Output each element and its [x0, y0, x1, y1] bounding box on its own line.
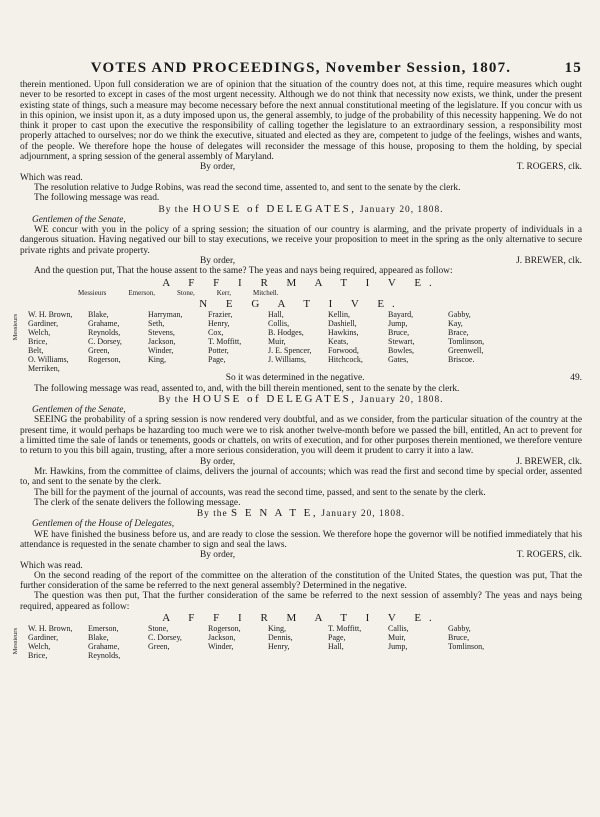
messieurs-label: Messieurs: [12, 314, 19, 341]
vote-name: J. E. Spencer,: [268, 346, 312, 356]
vote-result: [20, 373, 582, 383]
vote-column: [268, 310, 328, 373]
byline-house: HOUSE of DELEGATES,: [192, 202, 357, 215]
paragraph: The clerk of the senate delivers the following message.: [34, 497, 241, 508]
determination-text: So it was determined in the negative.: [225, 373, 365, 384]
vote-name: Jump,: [388, 319, 408, 329]
vote-name: Muir,: [268, 337, 286, 347]
vote-name: Briscoe.: [448, 355, 475, 365]
vote-name: W. H. Brown,: [28, 624, 73, 634]
by-order-label: By order,: [200, 550, 236, 561]
vote-name: Hawkins,: [328, 328, 359, 338]
vote-name: Tomlinson,: [448, 337, 485, 347]
vote-name: Bruce,: [448, 633, 470, 643]
vote-name: Stevens,: [148, 328, 175, 338]
vote-name: Gabby,: [448, 624, 471, 634]
vote-name: T. Moffitt,: [208, 337, 242, 347]
clerk-name: J. BREWER, clk.: [516, 456, 582, 467]
vote-column: [448, 310, 508, 373]
vote-name: Messieurs: [78, 288, 107, 297]
vote-name: Green,: [148, 642, 170, 652]
vote-name: Potter,: [208, 346, 229, 356]
byline-date: January 20, 1808.: [359, 394, 444, 405]
vote-column: [88, 624, 148, 660]
vote-name: Keats,: [328, 337, 349, 347]
vote-name: Blake,: [88, 310, 109, 320]
vote-name: Seth,: [148, 319, 165, 329]
affirmative-heading: A F F I R M A T I V E.: [162, 612, 440, 625]
header-title: VOTES AND PROCEEDINGS, November Session, 1807.: [90, 60, 512, 76]
vote-name: Green,: [88, 346, 110, 356]
vote-name: Rogerson,: [88, 355, 121, 365]
vote-name: Emerson,: [88, 624, 119, 634]
by-order-label: By order,: [200, 456, 236, 467]
paragraph: And the question put, That the house assent to the same? The yeas and nays being required, appeared as follow:: [34, 266, 453, 277]
vote-name: Gardiner,: [28, 633, 59, 643]
vote-name: Gabby,: [448, 310, 471, 320]
paragraph: The resolution relative to Judge Robins, was read the second time, assented to, and sent to the senate by the clerk.: [34, 182, 461, 193]
paragraph: WE have finished the business before us, and are ready to close the session. We therefore hope the governor will be notified immediately that his attendance is requested in the senate chamber to sign and seal the laws.: [20, 529, 582, 550]
vote-name: Bowles,: [388, 346, 414, 356]
vote-name: Kay,: [448, 319, 463, 329]
vote-name: Dashiell,: [328, 319, 357, 329]
vote-name: King,: [148, 355, 166, 365]
vote-name: Tomlinson,: [448, 642, 485, 652]
byline-house: S E N A T E,: [231, 507, 319, 520]
by-order-signature: [20, 256, 582, 266]
negative-vote-grid: [12, 310, 582, 374]
vote-name: Brace,: [448, 328, 469, 338]
vote-name: Jackson,: [148, 337, 176, 347]
affirmative-heading: A F F I R M A T I V E.: [162, 276, 440, 289]
vote-name: B. Hodges,: [268, 328, 304, 338]
vote-name: W. H. Brown,: [28, 310, 73, 320]
negative-heading: N E G A T I V E.: [199, 297, 403, 310]
vote-name: Page,: [208, 355, 226, 365]
paragraph: Which was read.: [20, 172, 83, 183]
byline-date: January 20, 1808.: [359, 204, 444, 215]
vote-column: [388, 310, 448, 373]
clerk-name: J. BREWER, clk.: [516, 256, 582, 267]
paragraph: WE concur with you in the policy of a spring session; the situation of our country is alarming, and the private property of individuals in a dangerous situation. Having negatived our bill to stay executions, we receive your proposition to meet in the spring as the only alternative to secure private rights and private property.: [20, 225, 582, 256]
vote-name: Winder,: [148, 346, 174, 356]
vote-name: Winder,: [208, 642, 234, 652]
vote-name: Grahame,: [88, 319, 120, 329]
clerk-name: T. ROGERS, clk.: [516, 162, 582, 173]
byline-prefix: By the: [196, 509, 228, 520]
vote-name: Reynolds,: [88, 328, 121, 338]
vote-name: Dennis,: [268, 633, 293, 643]
paragraph: Which was read.: [20, 560, 83, 571]
by-order-signature: [20, 162, 582, 172]
page-body: [12, 80, 582, 661]
vote-name: Harryman,: [148, 310, 183, 320]
paragraph: The bill for the payment of the journal of accounts, was read the second time, passed, and sent to the senate by the clerk.: [34, 487, 486, 498]
vote-name: Welch,: [28, 642, 51, 652]
affirmative-names: [20, 289, 582, 298]
vote-name: C. Dorsey,: [88, 337, 122, 347]
paragraph: therein mentioned. Upon full consideration we are of opinion that the situation of the country does not, at this time, require measures which ought never to be resorted to except in cases of the most urgent necessity. Although we do not think that necessity now exists, we think, under the present existing state of things, such a measure may become necessary before the next annual constitutional meeting of the legislature. If you concur with us in this opinion, we insist upon it, as a duty imposed upon us, the general assembly, to judge of the probability of this necessity happening. We do not think it proper to cast upon the executive the responsibility of calling together the legislature to an extraordinary session, a responsibility most properly attached to ourselves; nor do we think the executive, situated and elected as they are, competent to judge of the feelings, wishes and wants, of the people. We therefore hope the house of delegates will reconsider the message of this house, proposing to them the holding, by special adjournment, a spring session of the general assembly of Maryland.: [20, 80, 582, 163]
vote-column: [268, 624, 328, 660]
vote-column: [208, 310, 268, 373]
message-byline: [20, 394, 582, 405]
salutation: Gentlemen of the Senate,: [32, 405, 126, 416]
affirmative-vote-grid: [12, 624, 582, 661]
vote-name: C. Dorsey,: [148, 633, 182, 643]
paragraph: Mr. Hawkins, from the committee of claims, delivers the journal of accounts; which was read the first and second time by special order, assented to, and sent to the senate by the clerk.: [20, 466, 582, 488]
vote-name: Hall,: [328, 642, 344, 652]
page-header: [20, 60, 582, 80]
vote-name: Belt,: [28, 346, 44, 356]
vote-name: Brice,: [28, 337, 48, 347]
vote-name: Henry,: [208, 319, 230, 329]
vote-name: Cox,: [208, 328, 224, 338]
vote-count: 49.: [570, 373, 582, 384]
clerk-name: T. ROGERS, clk.: [516, 550, 582, 561]
vote-name: Blake,: [88, 633, 109, 643]
vote-name: Emerson,: [128, 288, 156, 297]
by-order-signature: [20, 457, 582, 467]
vote-name: Hall,: [268, 310, 284, 320]
vote-name: Forwood,: [328, 346, 359, 356]
salutation: Gentlemen of the House of Delegates,: [32, 519, 175, 530]
vote-name: Gates,: [388, 355, 409, 365]
vote-name: Stone,: [177, 288, 195, 297]
paragraph: The following message was read, assented to, and, with the bill therein mentioned, sent to the senate by the clerk.: [34, 383, 460, 394]
by-order-label: By order,: [200, 162, 236, 173]
vote-name: Page,: [328, 633, 346, 643]
vote-column: [28, 310, 88, 373]
document-page: [12, 8, 582, 813]
vote-name: Hitchcock,: [328, 355, 363, 365]
by-order-signature: [20, 550, 582, 560]
paragraph: SEEING the probability of a spring session is now rendered very doubtful, and as we consider, from the particular situation of the country at the present time, it would perhaps be hazarding too much were we to risk another twelve-month before we passed the bill, entitled, An act to prevent for a limitted time the sale of lands or tenements, goods or chattels, on writs of execution, and for other purposes therein mentioned, we therefore venture to return to you this bill again, trusting, after a more serious consideration, you will deem it prudent to carry it into a law.: [20, 415, 582, 457]
paragraph: The following message was read.: [34, 193, 160, 204]
vote-column: [28, 624, 88, 660]
vote-column: [388, 624, 448, 660]
vote-name: Gardiner,: [28, 319, 59, 329]
vote-name: Henry,: [268, 642, 290, 652]
vote-name: Bruce,: [388, 328, 410, 338]
by-order-label: By order,: [200, 256, 236, 267]
vote-column: [448, 624, 508, 660]
vote-name: Bayard,: [388, 310, 414, 320]
page-number: 15: [564, 60, 582, 76]
vote-name: Stone,: [148, 624, 169, 634]
byline-house: HOUSE of DELEGATES,: [192, 392, 357, 405]
vote-name: O. Williams,: [28, 355, 69, 365]
salutation: Gentlemen of the Senate,: [32, 214, 126, 225]
paragraph: On the second reading of the report of the committee on the alteration of the constitution of the United States, the question was put, That the further consideration of the same be referred to the next general assembly? Determined in the negative.: [20, 570, 582, 592]
vote-column: [328, 624, 388, 660]
vote-name: Jackson,: [208, 633, 236, 643]
vote-column: [148, 310, 208, 373]
byline-prefix: By the: [158, 394, 190, 405]
vote-name: Stewart,: [388, 337, 415, 347]
byline-prefix: By the: [158, 204, 190, 215]
vote-name: King,: [268, 624, 286, 634]
message-byline: [20, 508, 582, 519]
vote-name: Callis,: [388, 624, 409, 634]
vote-name: Kerr,: [216, 288, 232, 297]
vote-name: Merriken,: [28, 364, 60, 374]
vote-name: Kellin,: [328, 310, 350, 320]
vote-name: Greenwell,: [448, 346, 484, 356]
vote-name: Mitchell.: [253, 288, 279, 297]
vote-column: [208, 624, 268, 660]
vote-name: J. Williams,: [268, 355, 306, 365]
vote-column: [328, 310, 388, 373]
vote-name: Grahame,: [88, 642, 120, 652]
messieurs-label: Messieurs: [12, 628, 19, 655]
paragraph: The question was then put, That the further consideration of the same be referred to the next session of assembly? The yeas and nays being required, appeared as follow:: [20, 591, 582, 612]
vote-name: Muir,: [388, 633, 406, 643]
vote-name: Brice,: [28, 651, 48, 661]
vote-name: Reynolds,: [88, 651, 121, 661]
vote-name: Frazier,: [208, 310, 233, 320]
vote-column: [88, 310, 148, 373]
vote-name: Collis,: [268, 319, 290, 329]
vote-name: T. Moffitt,: [328, 624, 362, 634]
vote-name: Jump,: [388, 642, 408, 652]
vote-column: [148, 624, 208, 660]
vote-name: Welch,: [28, 328, 51, 338]
vote-name: Rogerson,: [208, 624, 241, 634]
message-byline: [20, 204, 582, 215]
byline-date: January 20, 1808.: [321, 509, 406, 520]
